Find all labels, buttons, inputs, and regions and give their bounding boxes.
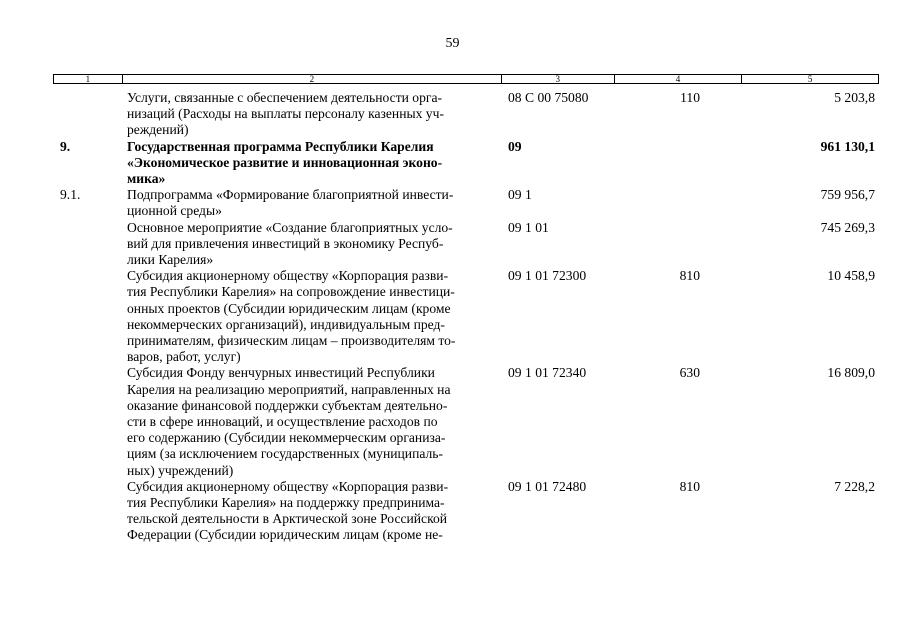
column-header-3: 3 — [502, 75, 615, 83]
row-description-line: Субсидия Фонду венчурных инвестиций Республики — [127, 365, 435, 381]
row-description-line: Субсидия акционерному обществу «Корпорация разви- — [127, 268, 449, 284]
row-description-line: «Экономическое развитие и инновационная эконо- — [127, 154, 443, 170]
row-code: 09 1 01 72480 — [508, 478, 587, 494]
row-code: 09 — [508, 138, 522, 154]
row-description-line: некоммерческих организаций), индивидуальным пред- — [127, 316, 445, 332]
row-description-line: принимателям, физическим лицам – производителям то- — [127, 333, 456, 349]
row-description-line: Услуги, связанные с обеспечением деятельности орга- — [127, 90, 443, 105]
row-description-line: Государственная программа Республики Карелия — [127, 138, 434, 154]
page-number: 59 — [445, 36, 460, 51]
row-code: 09 1 01 — [508, 219, 549, 235]
column-header-2: 2 — [123, 75, 502, 83]
row-number: 9. — [60, 138, 71, 154]
row-description-line: сти в сфере инноваций, и осуществление расходов по — [127, 414, 438, 430]
row-description — [127, 187, 497, 219]
table-row — [0, 139, 905, 188]
row-expense-type: 810 — [679, 268, 700, 284]
row-description-line: его содержанию (Субсидии некоммерческим организа- — [127, 430, 446, 446]
row-description-line: тельской деятельности в Арктической зоне Российской — [127, 511, 448, 527]
row-description-line: мика» — [127, 171, 166, 187]
row-description-line: Субсидия акционерному обществу «Корпорация разви- — [127, 478, 449, 494]
table-row — [0, 365, 905, 478]
row-description-line: оказание финансовой поддержки субъектам деятельно- — [127, 397, 448, 413]
row-description-line: реждений) — [127, 122, 189, 138]
row-code: 09 1 01 72340 — [508, 365, 587, 381]
table-row — [0, 268, 905, 365]
row-amount: 745 269,3 — [820, 219, 875, 235]
column-header-5: 5 — [807, 74, 813, 84]
row-description-line: циям (за исключением государственных (муниципаль- — [127, 446, 444, 462]
row-description-line: ционной среды» — [127, 203, 222, 219]
row-description — [127, 139, 497, 188]
column-header-1: 1 — [54, 75, 123, 83]
row-code: 09 1 — [508, 187, 532, 203]
row-amount: 7 228,2 — [834, 478, 875, 494]
row-amount: 961 130,1 — [820, 138, 875, 154]
row-description-line: тия Республики Карелия» на сопровождение инвестици- — [127, 284, 455, 300]
table-body — [0, 90, 905, 544]
row-number: 9.1. — [60, 187, 81, 203]
table-row — [0, 479, 905, 544]
row-description — [127, 268, 497, 365]
row-description-line: Федерации (Субсидии юридическим лицам (кроме не- — [127, 527, 443, 543]
row-code: 08 С 00 75080 — [508, 90, 589, 105]
row-amount: 5 203,8 — [834, 90, 875, 105]
table-header-row — [53, 74, 879, 84]
table-row — [0, 187, 905, 219]
row-description — [127, 365, 497, 478]
row-description — [127, 220, 497, 269]
table-row — [0, 90, 905, 139]
row-description — [127, 479, 497, 544]
table-row — [0, 220, 905, 269]
row-description-line: варов, работ, услуг) — [127, 349, 241, 365]
row-description-line: ных) учреждений) — [127, 462, 234, 478]
row-description-line: низаций (Расходы на выплаты персоналу казенных уч- — [127, 106, 444, 122]
row-description-line: онных проектов (Субсидии юридическим лицам (кроме — [127, 300, 451, 316]
row-description-line: Основное мероприятие «Создание благоприятных усло- — [127, 219, 453, 235]
row-description-line: вий для привлечения инвестиций в экономику Респуб- — [127, 235, 444, 251]
row-description-line: тия Республики Карелия» на поддержку предпринима- — [127, 495, 445, 511]
row-description-line: Подпрограмма «Формирование благоприятной инвести- — [127, 187, 454, 203]
column-header-4: 4 — [615, 75, 743, 83]
row-amount: 10 458,9 — [827, 268, 875, 284]
row-description-line: Карелия на реализацию мероприятий, направленных на — [127, 381, 451, 397]
row-code: 09 1 01 72300 — [508, 268, 587, 284]
row-amount: 759 956,7 — [820, 187, 875, 203]
row-description — [127, 90, 497, 139]
row-amount: 16 809,0 — [827, 365, 875, 381]
row-expense-type: 630 — [679, 365, 700, 381]
row-expense-type: 810 — [679, 478, 700, 494]
row-expense-type: 110 — [680, 90, 700, 105]
row-description-line: лики Карелия» — [127, 252, 214, 268]
